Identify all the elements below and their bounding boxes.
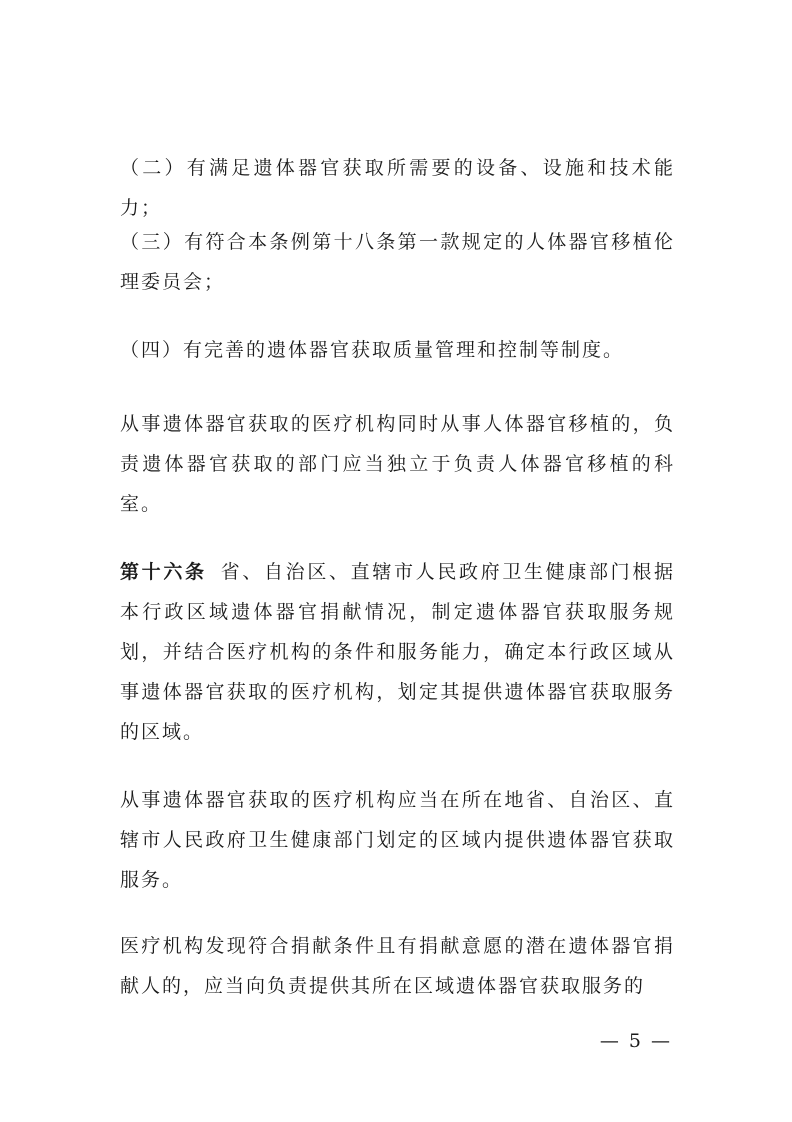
- paragraph-service-region: [120, 780, 675, 900]
- paragraph-text: 省、自治区、直辖市人民政府卫生健康部门根据本行政区域遗体器官捐献情况，制定遗体器官获取服务规划，并结合医疗机构的条件和服务能力，确定本行政区域从事遗体器官获取的医疗机构，划定其提供遗体器官获取服务的区域。: [120, 561, 675, 743]
- paragraph-text: 从事遗体器官获取的医疗机构应当在所在地省、自治区、直辖市人民政府卫生健康部门划定的区域内提供遗体器官获取服务。: [120, 789, 675, 891]
- paragraph-item-2: [120, 148, 675, 228]
- paragraph-text: （四）有完善的遗体器官获取质量管理和控制等制度。: [120, 339, 625, 361]
- paragraph-item-3: [120, 222, 675, 302]
- page-number: — 5 —: [599, 1030, 672, 1052]
- paragraph-institution-independence: [120, 404, 675, 524]
- paragraph-potential-donor: [120, 926, 675, 1006]
- paragraph-text: 医疗机构发现符合捐献条件且有捐献意愿的潜在遗体器官捐献人的，应当向负责提供其所在区域遗体器官获取服务的: [120, 935, 675, 997]
- article-label: 第十六条: [120, 561, 207, 583]
- paragraph-text: 从事遗体器官获取的医疗机构同时从事人体器官移植的，负责遗体器官获取的部门应当独立于负责人体器官移植的科室。: [120, 413, 675, 515]
- paragraph-text: （二）有满足遗体器官获取所需要的设备、设施和技术能力；: [120, 157, 675, 219]
- article-16: [120, 552, 675, 752]
- paragraph-text: （三）有符合本条例第十八条第一款规定的人体器官移植伦理委员会；: [120, 231, 675, 293]
- paragraph-item-4: [120, 330, 675, 370]
